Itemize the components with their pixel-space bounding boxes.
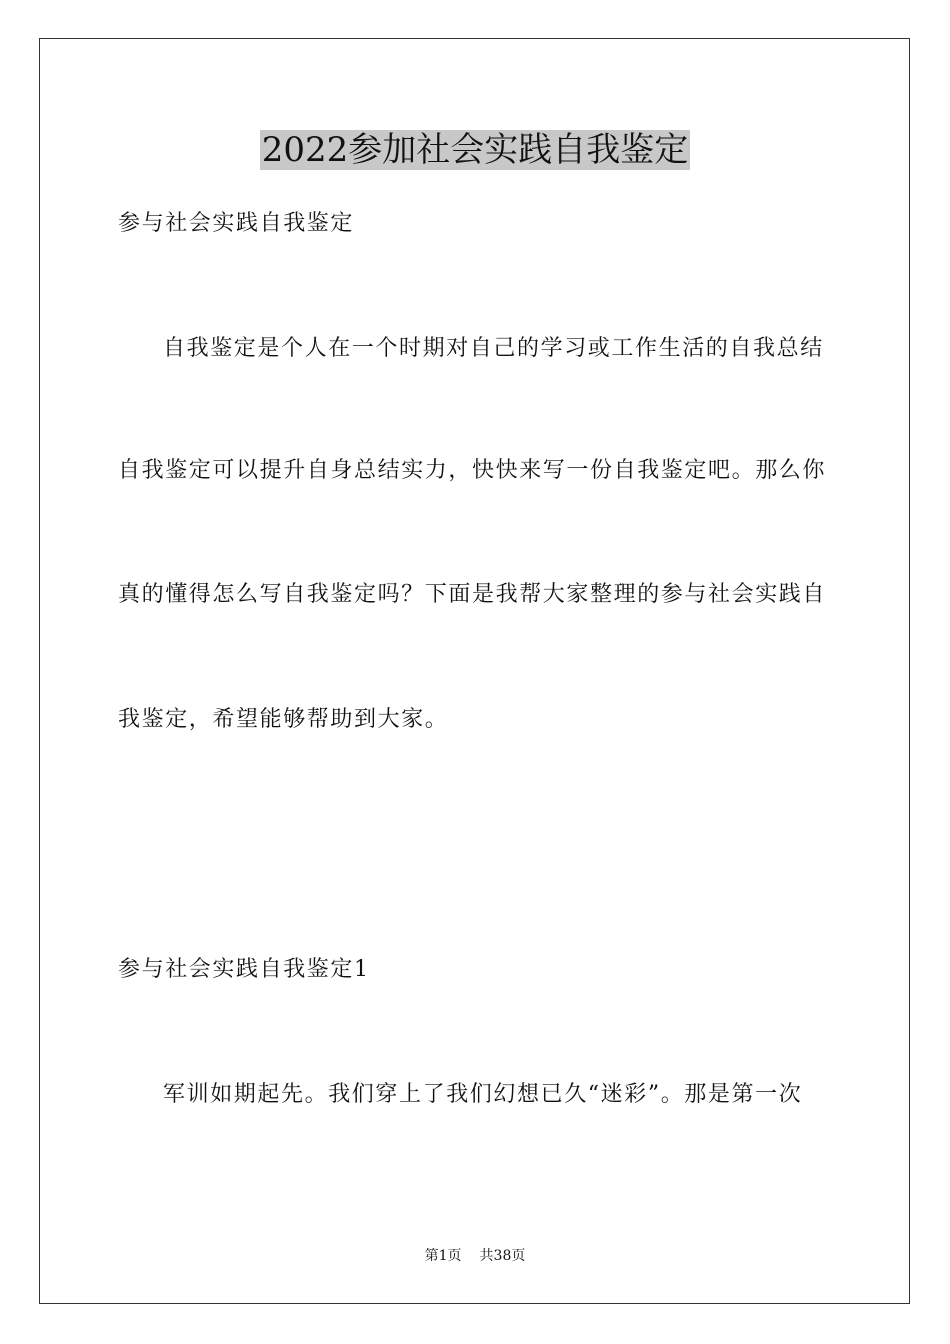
section-line: 军训如期起先。我们穿上了我们幻想已久“迷彩”。那是第一次 (163, 1082, 803, 1107)
document-title-text: 2022参加社会实践自我鉴定 (261, 130, 689, 170)
page-total: 共38页 (479, 1248, 526, 1264)
document-title (0, 124, 950, 176)
intro-line: 自我鉴定是个人在一个时期对自己的学习或工作生活的自我总结 (163, 336, 824, 361)
page-footer (0, 1246, 950, 1266)
intro-line: 我鉴定，希望能够帮助到大家。 (118, 707, 449, 732)
intro-line: 自我鉴定可以提升自身总结实力，快快来写一份自我鉴定吧。那么你 (118, 458, 827, 483)
intro-line: 真的懂得怎么写自我鉴定吗？下面是我帮大家整理的参与社会实践自 (118, 582, 827, 607)
section-heading: 参与社会实践自我鉴定1 (118, 957, 370, 982)
document-subtitle: 参与社会实践自我鉴定 (118, 211, 355, 236)
page-number: 第1页 (424, 1248, 462, 1264)
